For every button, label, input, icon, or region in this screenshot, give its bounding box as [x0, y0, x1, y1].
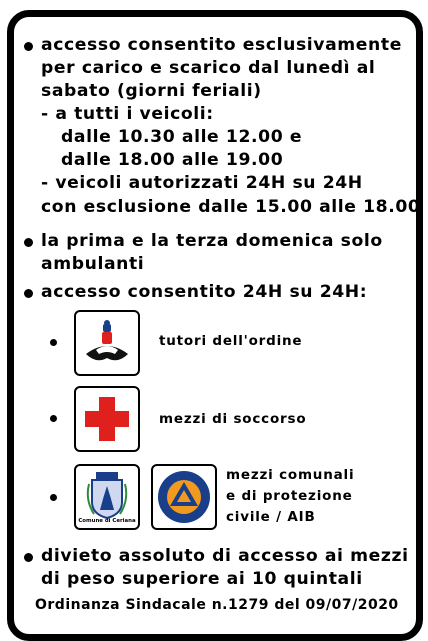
- comune-di-ceriana-crest-icon: [74, 464, 140, 530]
- text-line: ambulanti: [41, 254, 145, 274]
- text-line: dalle 18.00 alle 19.00: [61, 150, 284, 170]
- category-label: mezzi di soccorso: [159, 411, 307, 427]
- text-line: - a tutti i veicoli:: [41, 104, 214, 124]
- text-line: dalle 10.30 alle 12.00 e: [61, 127, 303, 147]
- category-label: mezzi comunali: [226, 467, 355, 483]
- text-line: con esclusione dalle 15.00 alle 18.00: [41, 197, 421, 217]
- text-line: la prima e la terza domenica solo: [41, 231, 383, 251]
- category-label: civile / AIB: [226, 509, 316, 525]
- text-line: divieto assoluto di accesso ai mezzi: [41, 546, 409, 566]
- bullet: [24, 289, 33, 298]
- carabinieri-hat-icon: [74, 310, 140, 376]
- text-line: di peso superiore ai 10 quintali: [41, 569, 363, 589]
- text-line: - veicoli autorizzati 24H su 24H: [41, 173, 363, 193]
- text-line: per carico e scarico dal lunedì al: [41, 58, 376, 78]
- text-line: sabato (giorni feriali): [41, 81, 262, 101]
- category-label: tutori dell'ordine: [159, 333, 303, 349]
- bullet: [24, 238, 33, 247]
- bullet: [50, 415, 57, 422]
- bullet: [24, 42, 33, 51]
- text-line: accesso consentito esclusivamente: [41, 35, 402, 55]
- red-cross-icon: [74, 386, 140, 452]
- text-line: accesso consentito 24H su 24H:: [41, 282, 368, 302]
- ordinance-reference: Ordinanza Sindacale n.1279 del 09/07/2020: [35, 597, 399, 613]
- category-label: e di protezione: [226, 488, 353, 504]
- crest-caption: Comune di Ceriana: [78, 518, 136, 524]
- bullet: [50, 339, 57, 346]
- protezione-civile-icon: [151, 464, 217, 530]
- bullet: [24, 553, 33, 562]
- bullet: [50, 494, 57, 501]
